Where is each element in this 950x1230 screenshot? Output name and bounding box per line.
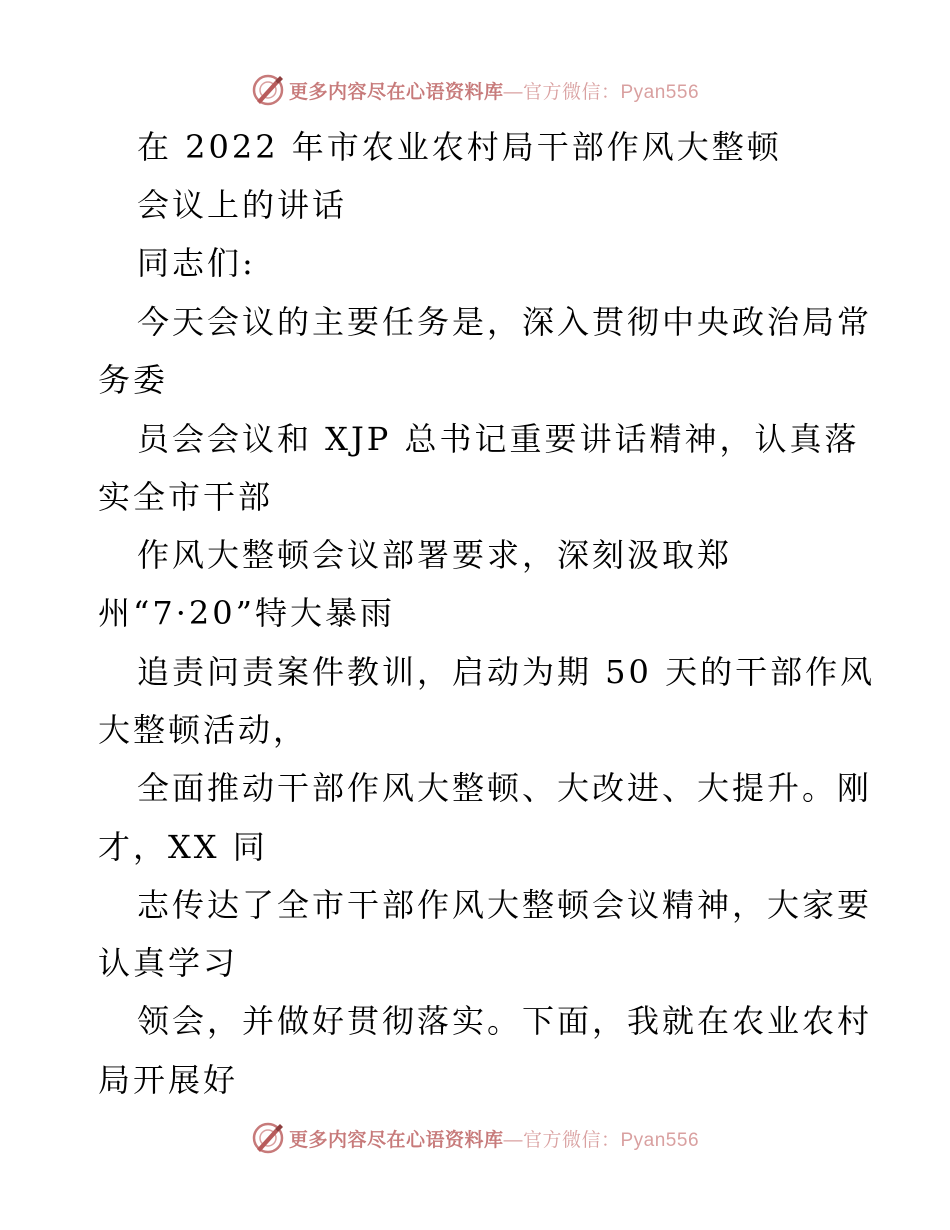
pen-circle-logo-icon [251,1121,285,1155]
watermark-tail: —官方微信：Pyan556 [503,1129,700,1151]
body-line: 领会，并做好贯彻落实。下面，我就在农业农村 [137,1002,873,1040]
body-line: 认真学习 [98,944,239,982]
body-line: 实全市干部 [98,478,274,516]
body-line: 作风大整顿会议部署要求，深刻汲取郑 [137,536,733,574]
title-line-2: 会议上的讲话 [137,186,348,224]
body-line: 今天会议的主要任务是，深入贯彻中央政治局常 [137,303,873,341]
body-line: 大整顿活动， [98,711,309,749]
body-line: 员会会议和 XJP 总书记重要讲话精神，认真落 [137,420,860,458]
body-line: 志传达了全市干部作风大整顿会议精神，大家要 [137,886,873,924]
title-line-1: 在 2022 年市农业农村局干部作风大整顿 [137,128,782,166]
body-line: 州“7·20”特大暴雨 [98,594,395,632]
salutation: 同志们: [137,244,256,282]
watermark-lead: 更多内容尽在心语资料库 [288,80,504,103]
watermark-text [289,1125,699,1152]
watermark-lead: 更多内容尽在心语资料库 [288,1128,504,1151]
body-line: 局开展好 [98,1061,239,1099]
body-line: 全面推动干部作风大整顿、大改进、大提升。刚 [137,769,873,807]
footer-watermark [0,1118,950,1158]
body-line: 才，XX 同 [98,828,268,866]
watermark-tail: —官方微信：Pyan556 [503,81,700,103]
body-line: 务委 [98,361,169,399]
body-line: 追责问责案件教训，启动为期 50 天的干部作风 [137,653,876,691]
